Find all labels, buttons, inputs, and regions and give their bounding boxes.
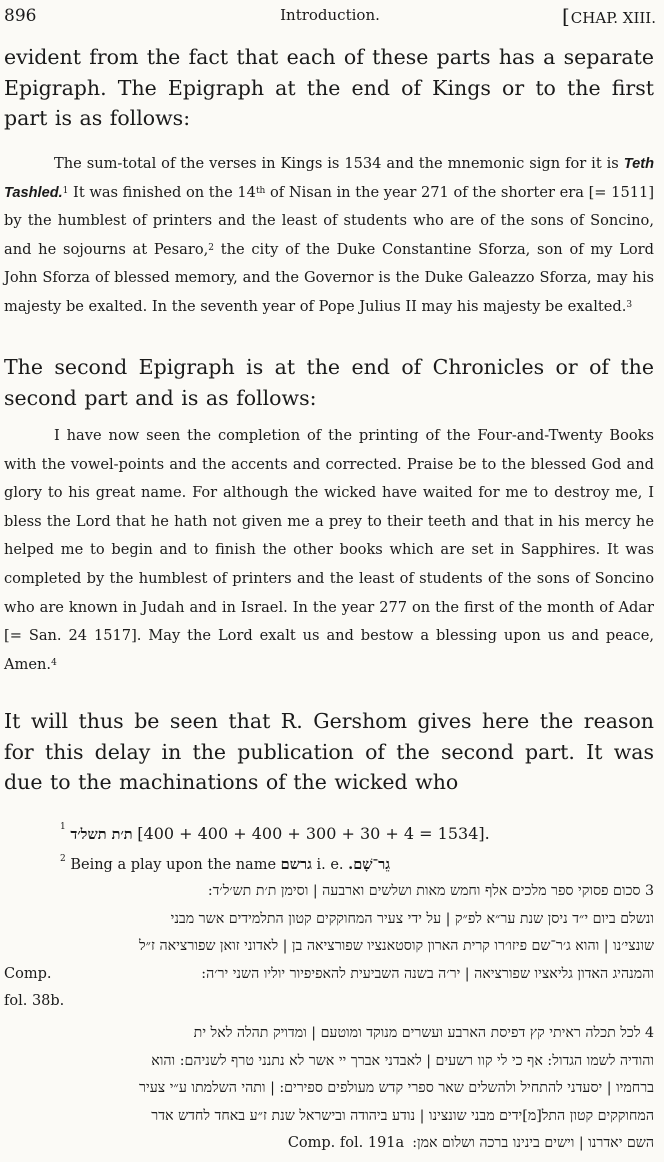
footnote-ref-3: 3 bbox=[626, 299, 633, 310]
mnemonic-sign: Teth Tashled. bbox=[4, 156, 654, 201]
footnote-3 bbox=[4, 878, 654, 1016]
footnote-4-line: המחוקקים קטון התל[מ]ידים מבני שונצינו | נודע ביהודה ובישראל שנת ז״ע באחד לחדש אדר bbox=[151, 1107, 654, 1124]
epigraph-kings-text: The sum-total of the verses in Kings is 1534 and the mnemonic sign for it is Teth Tashled.$^1$ It was finished on the 14th of Nisan in the year 271 of the shorter era [= 1511] by the humblest of printers and the least of students who are of the sons of Soncino, and he sojourns at Pesaro,$^2$ the city of the Duke Constantine Sforza, son of my Lord John Sforza of blessed memory, and the Governor is the Duke Galeazzo Sforza, may his majesty be exalted. In the seventh year of Pope Julius II may his majesty be exalted.$^3$ bbox=[4, 155, 655, 315]
running-title: Introduction. bbox=[280, 6, 380, 24]
footnote-4-line: 4 לכל תכלה ראיתי קץ דפיסת הארבע ועשרים מנוקד ומוטעם | ומדויק תהלה לאל ית bbox=[193, 1025, 654, 1041]
epigraph-chronicles bbox=[4, 422, 654, 679]
footnote-1-equation: [400 + 400 + 400 + 300 + 30 + 4 = 1534]. bbox=[137, 824, 490, 843]
footnote-3-line: שונצי׳נו | והוא ג׳ר־שם פיזו׳רו קרית הארון קוסטאנציו שפורציאה בן | לאדוני זואן שפורציאה ז״ל bbox=[139, 938, 654, 954]
running-header bbox=[4, 4, 656, 30]
footnote-2: $^2$ Being a play upon the name גרשם i. e. גֵר־שָׁם. bbox=[60, 854, 390, 873]
footnote-3-comp: Comp. bbox=[4, 965, 52, 982]
footnote-1: $^1$ ת׳ת תשל׳ד [400 + 400 + 400 + 300 + 30 + 4 = 1534]. bbox=[60, 822, 490, 843]
paragraph-1 bbox=[4, 42, 654, 134]
paragraph-3 bbox=[4, 706, 654, 798]
footnote-1-hebrew: ת׳ת תשל׳ד bbox=[70, 826, 133, 843]
footnote-3-line: ונשלם ביום י״ד ניסן שנת ער״א לפ״ק | על ידי צעיר המחוקקים קטון התלמידים אשר מבני bbox=[170, 910, 654, 927]
footnote-4-line: ברחמיו | יסעדני להתחיל ולהשלים שאר ספרי קדש מעולפים ספירים: | ותהי השלמתו ע״י צעיר bbox=[139, 1080, 654, 1096]
footnote-ref-4: 4 bbox=[51, 657, 57, 668]
epigraph-chronicles-text: I have now seen the completion of the printing of the Four-and-Twenty Books with the vowel-points and the accents and corrected. Praise be to the blessed God and glory to his great name. For although the wicked have waited for me to destroy me, I bless the Lord that he hath not given me a prey to their teeth and that in his mercy he helped me to begin and to finish the other books which are set in Sapphires. It was completed by the humblest of printers and the least of students of the sons of Soncino who are known in Judah and in Israel. In the year 277 on the first of the month of Adar [= San. 24 1517]. May the Lord exalt us and bestow a blessing upon us and peace, Amen.$^4$ bbox=[4, 427, 654, 673]
paragraph-2-text: The second Epigraph is at the end of Chronicles or of the second part and is as follows: bbox=[4, 355, 654, 410]
footnote-4-comp: Comp. fol. 191a bbox=[287, 1135, 405, 1151]
chapter-label: [ CHAP. XIII. bbox=[562, 4, 656, 28]
footnote-3-folio: fol. 38b. bbox=[4, 993, 65, 1009]
footnote-3-line: 3 סכום פסוקי ספר מלכים אלף וחמש מאות ושלשים וארבעה | וסימן ת׳ת תש׳ל׳ד: bbox=[207, 883, 654, 899]
footnote-ref-1: 1 bbox=[62, 185, 69, 196]
page-number: 896 bbox=[4, 6, 37, 26]
footnote-ref-2: 2 bbox=[208, 242, 214, 253]
paragraph-1-text: evident from the fact that each of these parts has a separate Epigraph. The Epigraph at the end of Kings or to the first part is as follows: bbox=[4, 45, 654, 130]
footnote-4-line: והודיה לשמו הגדול: אף כי לי קוו רשעים | לאבדני אברך יי אשר לא נתנני טרף לשניהם: והוא bbox=[151, 1052, 654, 1069]
footnote-4 bbox=[4, 1020, 654, 1158]
paragraph-3-text: It will thus be seen that R. Gershom gives here the reason for this delay in the publication of the second part. It was due to the machinations of the wicked who bbox=[4, 709, 654, 794]
paragraph-2 bbox=[4, 352, 654, 413]
footnote-4-line: השם יאדרנו | וישים בינינו ברכה ושלום אמן: Comp. fol. 191a bbox=[4, 1130, 654, 1158]
epigraph-kings bbox=[4, 150, 654, 322]
footnote-3-line: והמנהיג האדון גליאציו שפורציאה | יר׳ה בשנה השביעית להאפיפיור יוליו השני יר׳ה: Comp. bbox=[4, 961, 654, 989]
